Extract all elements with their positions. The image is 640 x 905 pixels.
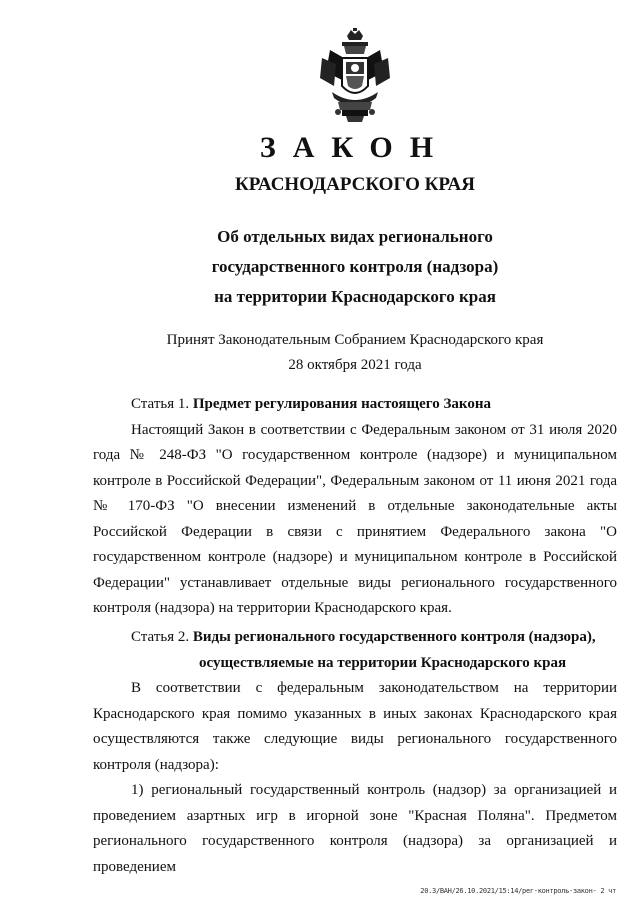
footer-document-code: 20.3/ВАН/26.10.2021/15:14/рег-контроль-закон- 2 чт — [420, 887, 616, 895]
article-1-title: Предмет регулирования настоящего Закона — [192, 396, 491, 412]
adoption-date: 28 октября 2021 года — [288, 357, 422, 373]
article-2-paragraph: В соответствии с федеральным законодательством на территории Краснодарского края помимо указанных в иных законах Краснодарского края осуществляются также следующие виды регионального государственного контроля (надзора): — [93, 680, 617, 773]
article-2-paragraph: 1) региональный государственный контроль (надзор) за организацией и проведением азартных игр в игорной зоне "Красная Поляна". Предметом регионального государственного контроля (надзора) за организацией и проведением — [93, 782, 617, 875]
coat-of-arms-icon — [316, 28, 394, 124]
law-title: ЗАКОН — [259, 131, 451, 164]
article-2 — [93, 625, 617, 880]
article-2-label: Статья 2. — [131, 629, 190, 645]
article-1 — [93, 392, 617, 622]
region-title: КРАСНОДАРСКОГО КРАЯ — [234, 174, 476, 195]
document-title-line: Об отдельных видах регионального — [217, 227, 493, 246]
document-title — [0, 222, 640, 312]
adoption-body: Принят Законодательным Собранием Краснодарского края — [166, 332, 544, 348]
adoption-info — [0, 328, 640, 378]
article-2-title-line1: Виды регионального государственного контроля (надзора), — [192, 629, 596, 645]
article-1-text: Настоящий Закон в соответствии с Федеральным законом от 31 июля 2020 года № 248-ФЗ "О государственном контроле (надзоре) и муниципальном контроле в Российской Федерации", Федеральным законом от 11 июня 2021 года № 170-ФЗ "О внесении изменений в отдельные законодательные акты Российской Федерации в связи с принятием Федерального закона "О государственном контроле (надзоре) и муниципальном контроле в Российской Федерации" устанавливает отдельные виды регионального государственного контроля (надзора) на территории Краснодарского края. — [93, 421, 617, 616]
document-title-line: на территории Краснодарского края — [214, 287, 496, 306]
article-1-label: Статья 1. — [131, 396, 190, 412]
document-title-line: государственного контроля (надзора) — [211, 257, 499, 276]
article-2-heading — [93, 625, 617, 676]
article-2-title-line2: осуществляемые на территории Краснодарского края — [199, 654, 567, 671]
article-1-heading — [93, 392, 617, 418]
